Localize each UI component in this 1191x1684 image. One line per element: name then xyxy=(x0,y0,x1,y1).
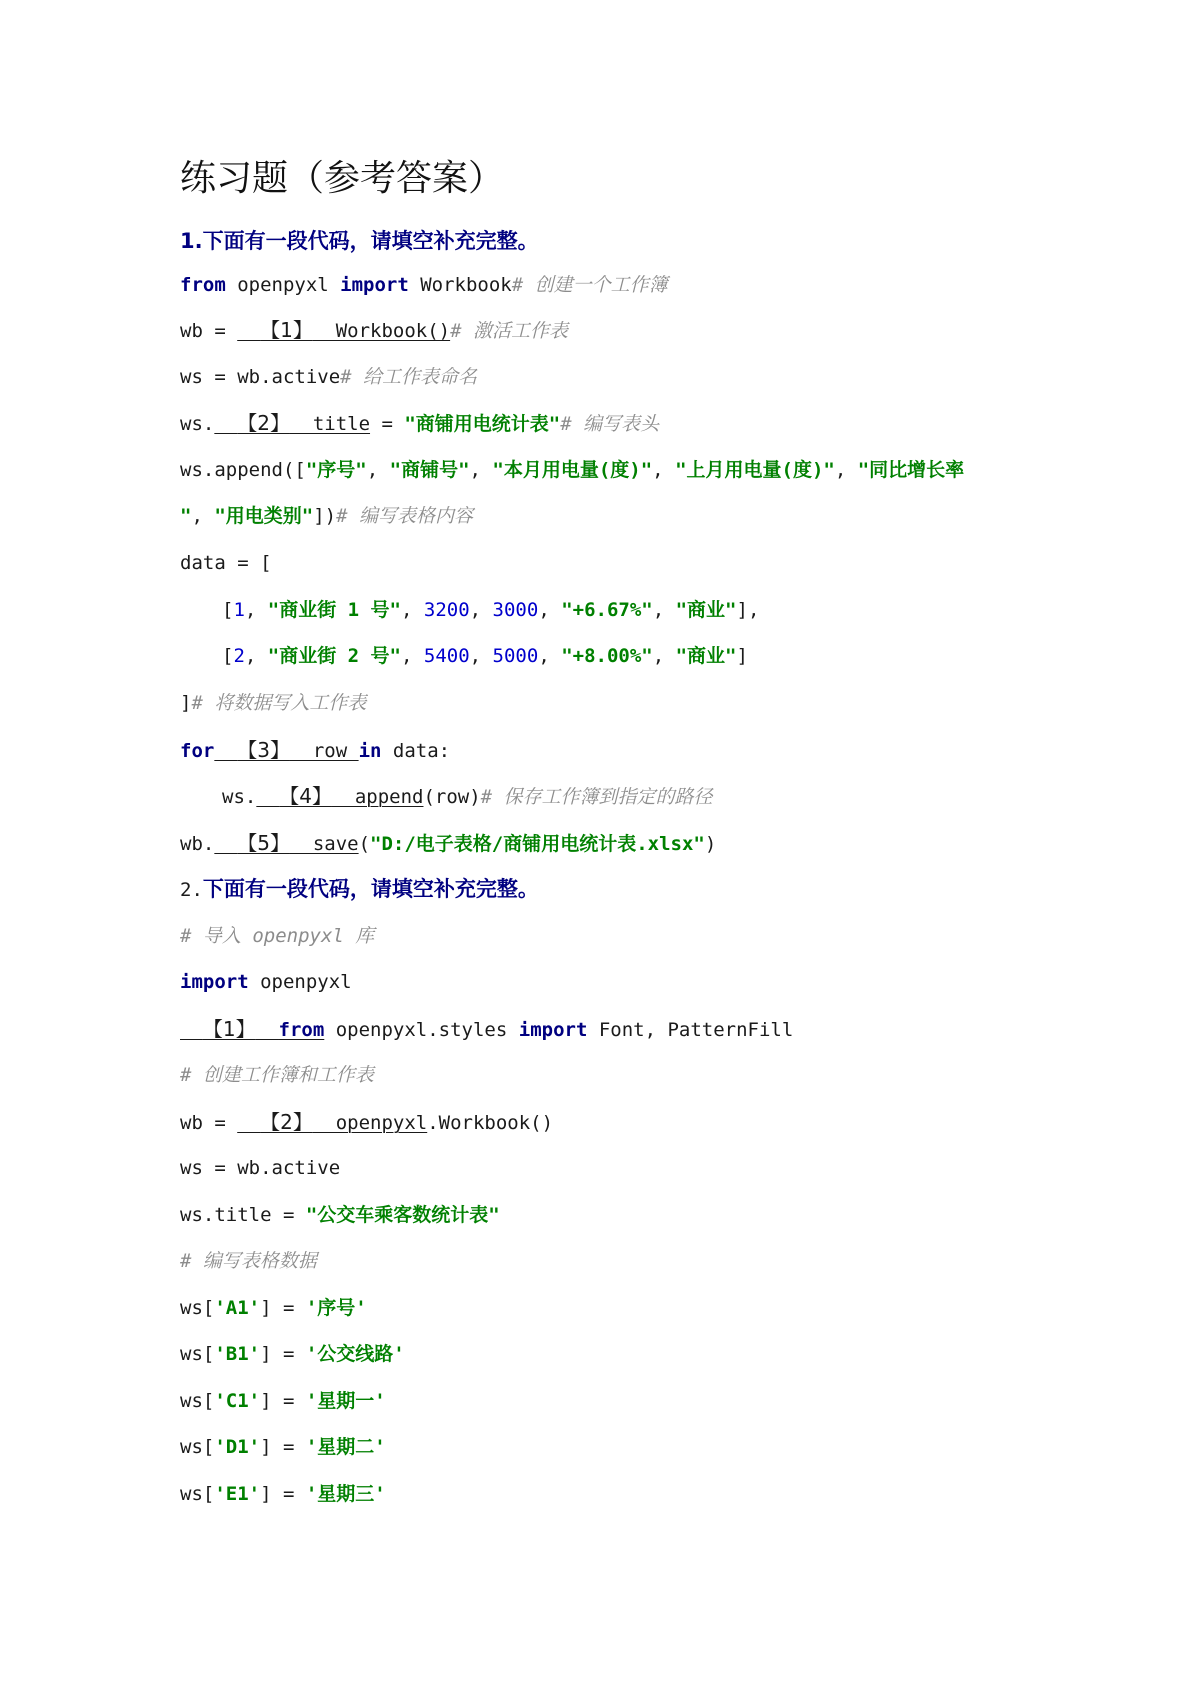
code-text: ws[ xyxy=(180,1343,215,1365)
cell-value: '星期三' xyxy=(305,1483,386,1505)
code-text: data = [ xyxy=(180,552,272,574)
module-name: openpyxl.styles xyxy=(324,1019,519,1041)
page-title: 练习题（参考答案） xyxy=(180,158,505,199)
blank-label: 【1】 xyxy=(260,318,313,342)
code-text: ] = xyxy=(260,1390,306,1412)
answer-text: row xyxy=(289,740,359,762)
q1-line-10 xyxy=(180,688,366,718)
code-text: , xyxy=(401,599,424,621)
keyword-import: import xyxy=(340,274,409,296)
q1-line-2 xyxy=(180,315,568,345)
blank-space xyxy=(256,1019,279,1041)
string-literal: "商业" xyxy=(675,599,737,621)
q1-line-13 xyxy=(180,828,716,858)
code-text: ( xyxy=(358,833,371,855)
q1-line-3 xyxy=(180,362,477,392)
code-text: , xyxy=(538,645,562,667)
code-text: ] = xyxy=(260,1436,306,1458)
answer-blank-2 xyxy=(214,413,370,435)
code-text: Workbook xyxy=(408,274,512,296)
answer-blank-4 xyxy=(256,786,423,808)
keyword-in: in xyxy=(358,740,382,762)
code-text: , xyxy=(401,645,424,667)
code-text: wb = xyxy=(180,320,238,342)
string-literal: "商铺号" xyxy=(389,459,470,481)
code-text: , xyxy=(652,459,676,481)
code-text: ] = xyxy=(260,1343,306,1365)
string-literal: "+6.67%" xyxy=(561,599,653,621)
code-text: , xyxy=(652,599,676,621)
q1-data-row-1 xyxy=(222,595,759,625)
keyword-for: for xyxy=(180,740,215,762)
cell-value: '星期二' xyxy=(305,1436,386,1458)
q2-line-4 xyxy=(180,1153,340,1183)
blank-space xyxy=(214,413,237,435)
blank-space xyxy=(237,320,260,342)
code-text: , xyxy=(469,645,493,667)
code-text: openpyxl xyxy=(248,971,352,993)
string-literal: "商业街 2 号" xyxy=(267,645,401,667)
string-literal: "商业街 1 号" xyxy=(267,599,401,621)
blank-label: 【1】 xyxy=(202,1017,256,1041)
q1-line-6 xyxy=(180,501,473,531)
blank-label: 【3】 xyxy=(237,738,290,762)
module-name: openpyxl xyxy=(225,274,341,296)
cell-key: 'A1' xyxy=(214,1297,261,1319)
code-text: ws[ xyxy=(180,1390,215,1412)
code-text: Font, PatternFill xyxy=(587,1019,794,1041)
code-text: [ xyxy=(222,645,234,667)
answer-text: save xyxy=(289,833,359,855)
string-literal: "商铺用电统计表" xyxy=(404,413,561,435)
keyword-from: from xyxy=(278,1019,325,1041)
blank-space xyxy=(180,1019,203,1041)
answer-text: append xyxy=(331,786,424,808)
blank-space xyxy=(214,833,237,855)
code-text: ws[ xyxy=(180,1436,215,1458)
answer-blank-1 xyxy=(237,320,450,342)
number-literal: 2 xyxy=(233,645,245,667)
blank-space xyxy=(237,1112,260,1134)
code-text: , xyxy=(652,645,676,667)
comment: # 激活工作表 xyxy=(450,320,568,342)
q2-cell-line xyxy=(180,1339,405,1369)
q2-cell-line xyxy=(180,1386,386,1416)
cell-key: 'B1' xyxy=(214,1343,261,1365)
number-literal: 3000 xyxy=(492,599,539,621)
string-literal: "公交车乘客数统计表" xyxy=(305,1204,500,1226)
number-literal: 5000 xyxy=(492,645,539,667)
q1-line-12 xyxy=(222,781,713,811)
code-text: , xyxy=(244,599,268,621)
comment: # 导入 openpyxl 库 xyxy=(180,925,375,947)
keyword-from: from xyxy=(180,274,226,296)
string-literal: "用电类别" xyxy=(214,505,314,527)
answer-text: title xyxy=(289,413,371,435)
code-text: , xyxy=(469,599,493,621)
answer-blank-5 xyxy=(214,833,358,855)
number-literal: 1 xyxy=(233,599,245,621)
answer-blank-2 xyxy=(237,1112,427,1134)
code-text: ws.title = xyxy=(180,1204,306,1226)
keyword-import: import xyxy=(180,971,249,993)
string-literal: "本月用电量(度)" xyxy=(492,459,653,481)
comment: # 创建工作簿和工作表 xyxy=(180,1064,374,1086)
q2-line-1 xyxy=(180,967,352,997)
code-text: ] xyxy=(736,645,748,667)
code-text: wb = xyxy=(180,1112,238,1134)
code-text: , xyxy=(834,459,858,481)
comment: # 保存工作簿到指定的路径 xyxy=(480,786,713,808)
comment: # 创建一个工作簿 xyxy=(511,274,668,296)
q2-comment-2 xyxy=(180,1060,374,1090)
answer-text: openpyxl xyxy=(312,1112,428,1134)
string-literal: "D:/电子表格/商铺用电统计表.xlsx" xyxy=(370,833,705,855)
cell-value: '序号' xyxy=(305,1297,367,1319)
code-text: wb. xyxy=(180,833,215,855)
code-text: ] = xyxy=(260,1483,306,1505)
q1-data-row-2 xyxy=(222,641,748,671)
code-text: ws[ xyxy=(180,1297,215,1319)
code-text: ]) xyxy=(313,505,337,527)
string-literal: "序号" xyxy=(305,459,367,481)
code-text: , xyxy=(538,599,562,621)
q2-line-3 xyxy=(180,1107,553,1137)
comment: # 将数据写入工作表 xyxy=(191,692,367,714)
comment: # 编写表头 xyxy=(560,413,660,435)
code-text: , xyxy=(191,505,215,527)
blank-label: 【5】 xyxy=(237,831,290,855)
q1-line-7 xyxy=(180,548,272,578)
comment: # 给工作表命名 xyxy=(340,366,478,388)
code-text: ] xyxy=(180,692,192,714)
q1-line-5 xyxy=(180,455,964,485)
blank-label: 【2】 xyxy=(237,411,290,435)
q1-heading-text: 1.下面有一段代码，请填空补充完整。 xyxy=(180,229,539,253)
cell-key: 'C1' xyxy=(214,1390,261,1412)
blank-space xyxy=(256,786,279,808)
number-literal: 5400 xyxy=(423,645,470,667)
code-text: .Workbook() xyxy=(427,1112,554,1134)
q1-line-4 xyxy=(180,408,659,438)
code-text: ws[ xyxy=(180,1483,215,1505)
q2-heading-text: 下面有一段代码，请填空补充完整。 xyxy=(202,877,539,901)
code-text: ws.append([ xyxy=(180,459,306,481)
cell-value: '星期一' xyxy=(305,1390,386,1412)
cell-value: '公交线路' xyxy=(305,1343,405,1365)
string-literal: "+8.00%" xyxy=(561,645,653,667)
q2-number: 2. xyxy=(180,879,203,901)
string-literal: "商业" xyxy=(675,645,737,667)
code-text: ] = xyxy=(260,1297,306,1319)
code-text: ) xyxy=(704,833,717,855)
q2-cell-line xyxy=(180,1479,386,1509)
q2-line-2 xyxy=(180,1014,793,1044)
blank-label: 【4】 xyxy=(279,784,332,808)
cell-key: 'D1' xyxy=(214,1436,261,1458)
code-text: ws = wb.active xyxy=(180,1157,341,1179)
q2-cell-line xyxy=(180,1432,386,1462)
code-text: , xyxy=(469,459,493,481)
q2-line-5 xyxy=(180,1200,500,1230)
code-text: ], xyxy=(736,599,760,621)
code-text: , xyxy=(366,459,390,481)
q1-line-1 xyxy=(180,270,668,300)
string-literal: " xyxy=(180,505,192,527)
code-text: data: xyxy=(381,740,451,762)
answer-blank-3 xyxy=(214,740,358,762)
blank-label: 【2】 xyxy=(260,1110,313,1134)
number-literal: 3200 xyxy=(423,599,470,621)
q2-comment-3 xyxy=(180,1246,317,1276)
code-text: [ xyxy=(222,599,234,621)
q2-comment-1 xyxy=(180,921,374,951)
answer-blank-1 xyxy=(180,1019,324,1041)
q1-line-11 xyxy=(180,735,450,765)
code-text: ws = wb.active xyxy=(180,366,341,388)
keyword-import: import xyxy=(518,1019,588,1041)
string-literal: "同比增长率 xyxy=(857,459,965,481)
string-literal: "上月用电量(度)" xyxy=(675,459,835,481)
code-text: ws. xyxy=(180,413,215,435)
q1-heading xyxy=(180,226,539,256)
answer-text: Workbook() xyxy=(312,320,451,342)
q2-heading xyxy=(180,874,539,904)
code-text: , xyxy=(244,645,268,667)
cell-key: 'E1' xyxy=(214,1483,261,1505)
blank-space xyxy=(214,740,237,762)
comment: # 编写表格数据 xyxy=(180,1250,317,1272)
q2-cell-line xyxy=(180,1293,367,1323)
code-text: = xyxy=(370,413,405,435)
comment: # 编写表格内容 xyxy=(336,505,474,527)
code-text: (row) xyxy=(423,786,481,808)
code-text: ws. xyxy=(222,786,257,808)
